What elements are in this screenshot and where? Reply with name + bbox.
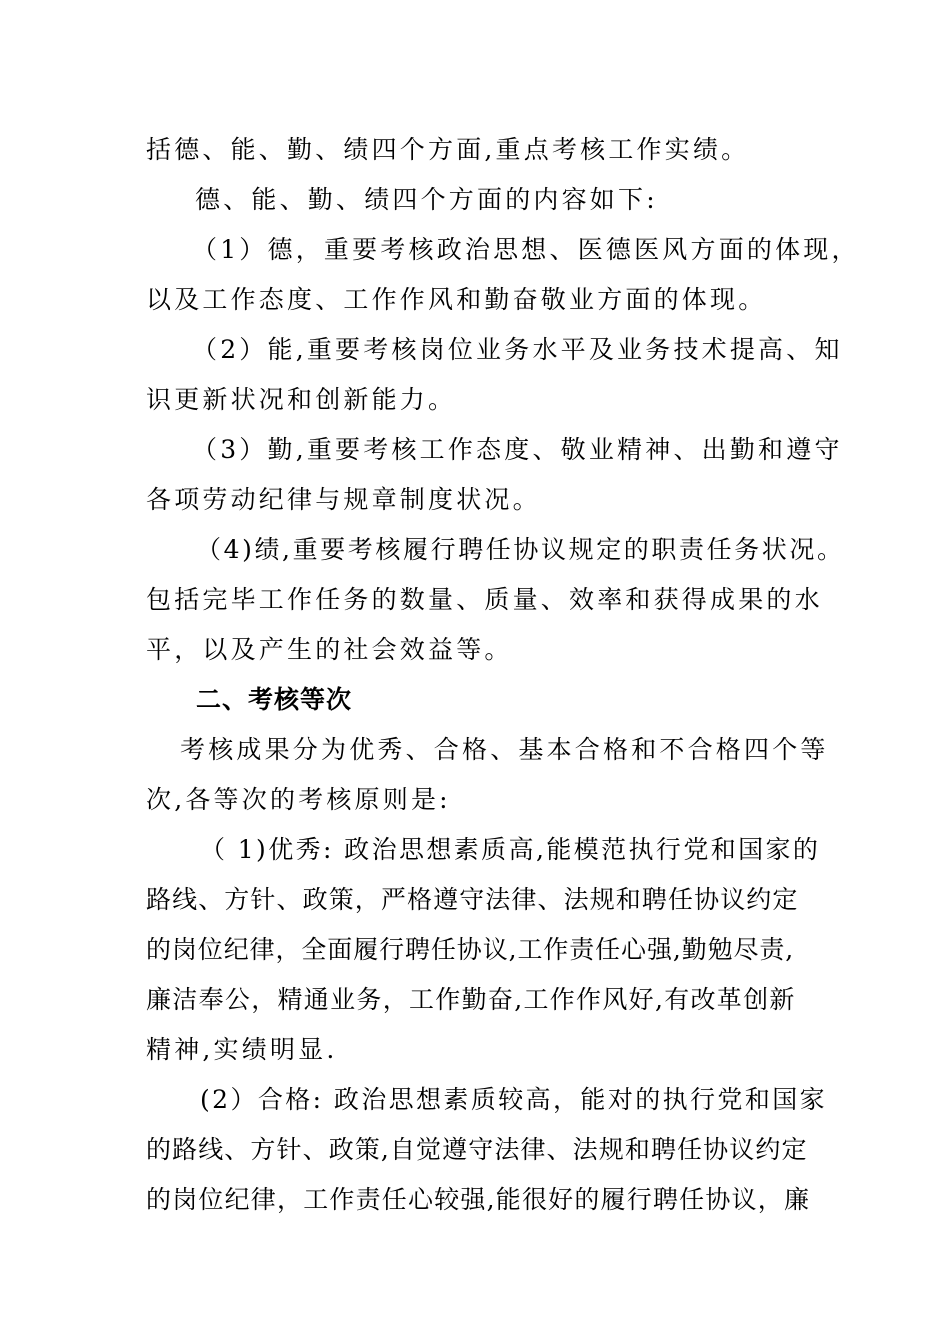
text-line: 识更新状况和创新能力。 (146, 385, 457, 414)
text-line: （1）德，重要考核政治思想、医德医风方面的体现， (192, 235, 860, 264)
text-line: （3）勤,重要考核工作态度、敬业精神、出勤和遵守 (192, 435, 843, 464)
text-line: 包括完毕工作任务的数量、质量、效率和获得成果的水 (146, 585, 823, 614)
text-line: 括德、能、勤、绩四个方面,重点考核工作实绩。 (146, 135, 750, 164)
text-line: （4)绩,重要考核履行聘任协议规定的职责任务状况。 (196, 535, 845, 564)
text-line: 平，以及产生的社会效益等。 (146, 635, 513, 664)
text-line: 次,各等次的考核原则是: (146, 785, 451, 814)
text-line: （2）能,重要考核岗位业务水平及业务技术提高、知 (192, 335, 843, 364)
text-line: (2）合格: 政治思想素质较高，能对的执行党和国家 (200, 1085, 828, 1114)
text-line: （ 1)优秀: 政治思想素质高,能模范执行党和国家的 (200, 835, 821, 864)
text-line: 的岗位纪律，全面履行聘任协议,工作责任心强,勤勉尽责, (146, 935, 795, 964)
text-line: 的岗位纪律，工作责任心较强,能很好的履行聘任协议，廉 (146, 1185, 811, 1214)
text-line: 廉洁奉公，精通业务，工作勤奋,工作作风好,有改革创新 (146, 985, 796, 1014)
text-line: 德、能、勤、绩四个方面的内容如下: (195, 185, 658, 214)
text-line: 以及工作态度、工作作风和勤奋敬业方面的体现。 (146, 285, 767, 314)
text-line: 路线、方针、政策，严格遵守法律、法规和聘任协议约定 (146, 885, 799, 914)
section-heading: 二、考核等次 (196, 685, 353, 714)
text-line: 的路线、方针、政策,自觉遵守法律、法规和聘任协议约定 (146, 1135, 808, 1164)
text-line: 精神,实绩明显. (146, 1035, 338, 1064)
text-line: 考核成果分为优秀、合格、基本合格和不合格四个等 (180, 735, 829, 764)
text-line: 各项劳动纪律与规章制度状况。 (146, 485, 541, 514)
